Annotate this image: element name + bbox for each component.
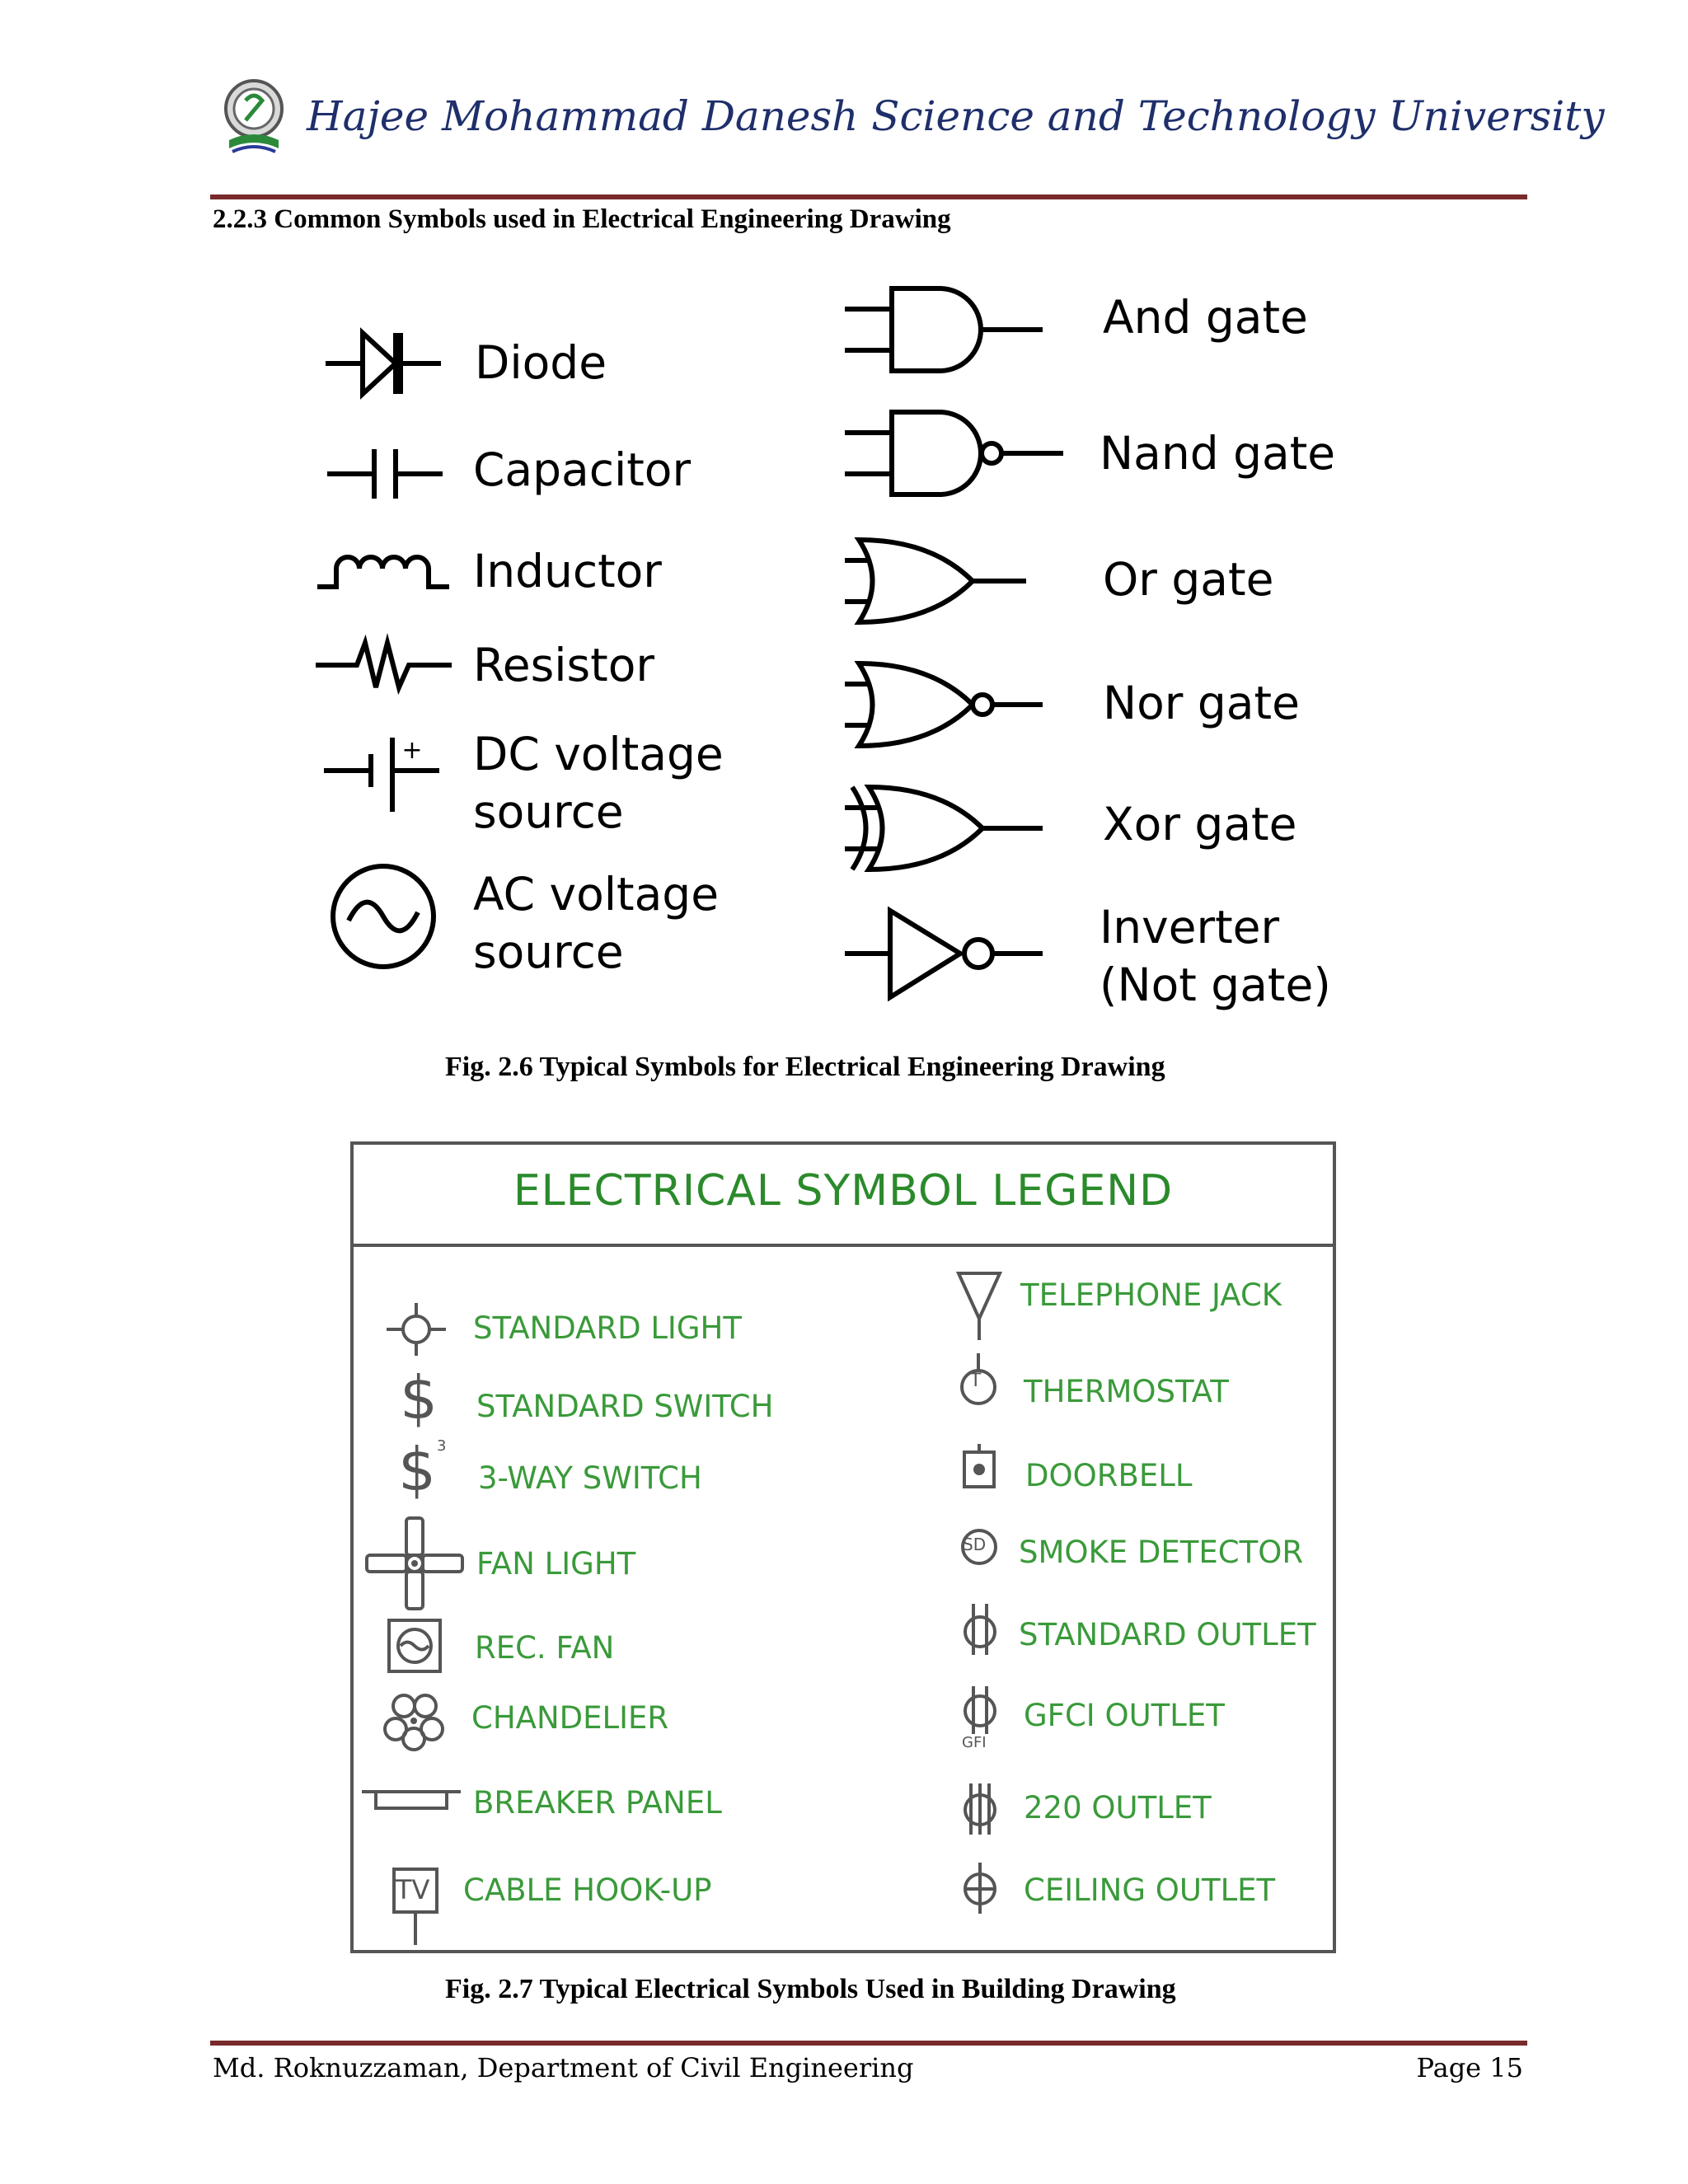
- figure-caption: Fig. 2.6 Typical Symbols for Electrical Engineering Drawing: [445, 1052, 1165, 1082]
- svg-text:3: 3: [437, 1437, 447, 1455]
- legend-item-label: GFCI OUTLET: [1024, 1698, 1225, 1733]
- footer-rule: [210, 2041, 1527, 2046]
- legend-item-label: DOORBELL: [1025, 1458, 1193, 1493]
- or-gate-icon: [841, 536, 1030, 626]
- university-name: Hajee Mohammad Danesh Science and Technology University: [307, 92, 1605, 140]
- resistor-icon: [312, 636, 456, 694]
- component-label: Resistor: [473, 639, 654, 691]
- legend-item-label: 220 OUTLET: [1024, 1790, 1212, 1825]
- gate-label: And gate: [1103, 291, 1308, 344]
- gfci-outlet-icon: [959, 1683, 1001, 1741]
- ac-source-icon: [328, 861, 439, 972]
- legend-item-label: STANDARD SWITCH: [476, 1389, 774, 1424]
- nand-gate-icon: [841, 408, 1067, 499]
- legend-item-label: CABLE HOOK-UP: [463, 1872, 712, 1908]
- gfci-outlet-icon-text: GFI: [962, 1734, 987, 1751]
- page-number: Page 15: [1416, 2052, 1523, 2083]
- legend-item-label: 3-WAY SWITCH: [478, 1460, 702, 1496]
- and-gate-icon: [841, 284, 1047, 375]
- gate-label: Inverter: [1100, 901, 1280, 954]
- cable-hookup-icon-text: TV: [396, 1874, 430, 1905]
- legend-item-label: STANDARD OUTLET: [1019, 1617, 1316, 1652]
- header-rule: [210, 194, 1527, 199]
- chandelier-icon: [381, 1688, 447, 1754]
- dc-source-icon: [320, 733, 452, 816]
- component-label: DC voltage: [473, 728, 724, 780]
- gate-label: Xor gate: [1103, 798, 1297, 851]
- standard-switch-icon: [394, 1364, 443, 1430]
- standard-outlet-icon: [959, 1601, 1001, 1658]
- svg-text:$: $: [400, 1363, 438, 1432]
- capacitor-icon: [323, 445, 447, 503]
- svg-text:+: +: [401, 736, 423, 765]
- gate-label: Nand gate: [1100, 427, 1336, 480]
- legend-item-label: CEILING OUTLET: [1024, 1872, 1276, 1908]
- component-label: Inductor: [473, 545, 662, 598]
- component-label: source: [473, 785, 624, 838]
- gate-label: (Not gate): [1100, 958, 1331, 1011]
- breaker-panel-icon: [358, 1782, 465, 1815]
- footer-author: Md. Roknuzzaman, Department of Civil Engineering: [213, 2052, 914, 2083]
- doorbell-icon: [961, 1442, 997, 1492]
- legend-item-label: REC. FAN: [475, 1630, 615, 1666]
- diode-icon: [321, 326, 445, 401]
- three-way-switch-icon: [394, 1436, 452, 1502]
- xor-gate-icon: [841, 783, 1047, 874]
- svg-text:$: $: [398, 1435, 436, 1504]
- component-label: source: [473, 926, 624, 978]
- legend-header: [354, 1145, 1333, 1247]
- university-logo: [221, 76, 287, 158]
- outlet-220-icon: [959, 1780, 1001, 1838]
- gate-label: Or gate: [1103, 553, 1274, 606]
- component-label: Capacitor: [473, 443, 692, 496]
- gate-label: Nor gate: [1103, 677, 1300, 729]
- smoke-detector-icon-text: SD: [963, 1535, 987, 1554]
- rec-fan-icon: [386, 1617, 443, 1675]
- telephone-jack-icon: [954, 1269, 1004, 1343]
- thermostat-icon-text: T: [970, 1371, 982, 1391]
- legend-item-label: TELEPHONE JACK: [1020, 1277, 1282, 1313]
- inverter-icon: [841, 907, 1047, 1001]
- legend-item-label: CHANDELIER: [471, 1700, 669, 1736]
- legend-item-label: SMOKE DETECTOR: [1019, 1535, 1304, 1570]
- nor-gate-icon: [841, 659, 1047, 750]
- standard-light-icon: [383, 1301, 449, 1358]
- component-label: Diode: [475, 336, 607, 389]
- ceiling-outlet-icon: [959, 1859, 1001, 1917]
- legend-title: ELECTRICAL SYMBOL LEGEND: [513, 1166, 1174, 1216]
- legend-item-label: BREAKER PANEL: [473, 1785, 722, 1821]
- section-heading: 2.2.3 Common Symbols used in Electrical Engineering Drawing: [213, 204, 951, 234]
- inductor-icon: [313, 544, 453, 593]
- legend-item-label: THERMOSTAT: [1024, 1374, 1229, 1409]
- legend-item-label: FAN LIGHT: [476, 1546, 636, 1582]
- figure-caption: Fig. 2.7 Typical Electrical Symbols Used in Building Drawing: [445, 1974, 1176, 2004]
- fan-light-icon: [363, 1510, 470, 1617]
- component-label: AC voltage: [473, 868, 720, 921]
- legend-item-label: STANDARD LIGHT: [473, 1310, 742, 1346]
